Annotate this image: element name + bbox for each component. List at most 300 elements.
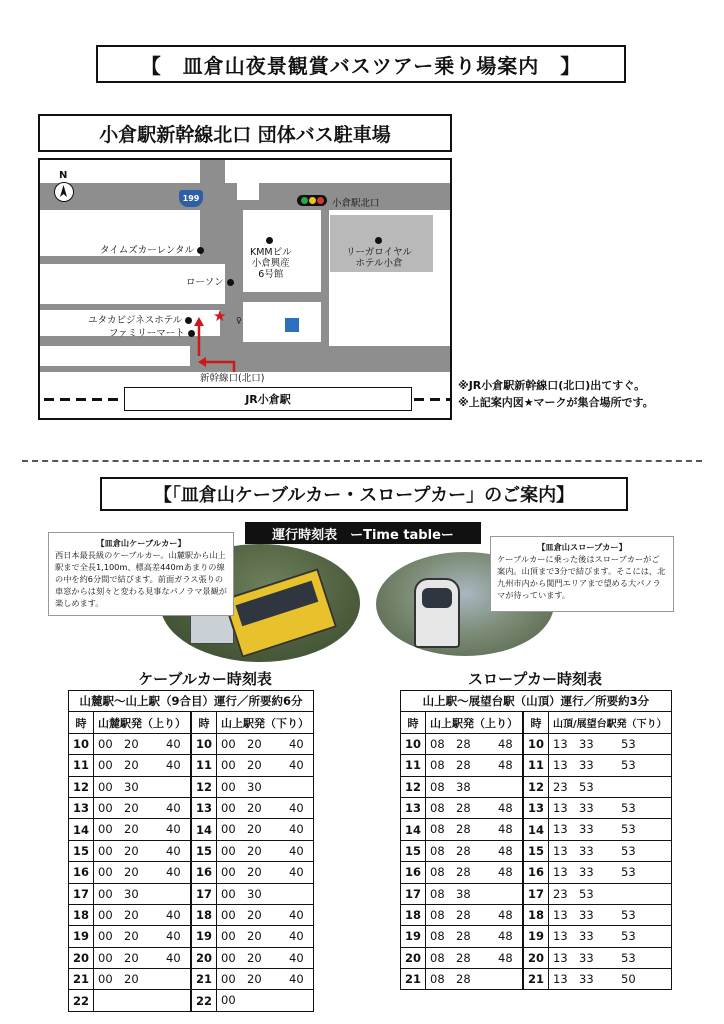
slope-info-text: ケーブルカーに乗った後はスロープカーがご案内。山頂まで3分で結びます。そこには、北九州市内から関門エリアまで望める大パノラマが待っています。 <box>497 554 666 600</box>
minute: 00 <box>98 929 113 944</box>
minute: 20 <box>124 950 139 965</box>
traffic-signal-icon <box>297 195 327 206</box>
minute: 08 <box>430 736 445 751</box>
minute: 08 <box>430 907 445 922</box>
minute: 33 <box>579 736 594 751</box>
minute: 48 <box>498 865 513 880</box>
station-label: JR小倉駅 <box>124 387 412 411</box>
slope-caption: 山上駅～展望台駅（山頂）運行／所要約3分 <box>401 691 672 712</box>
hour-cell: 19 <box>524 926 549 947</box>
hour-cell: 17 <box>524 883 549 904</box>
hour-cell: 11 <box>192 755 217 776</box>
minute: 00 <box>221 929 236 944</box>
minute: 53 <box>621 950 636 965</box>
minute: 20 <box>247 972 262 987</box>
minutes-cell <box>94 883 191 904</box>
minute: 40 <box>166 758 181 773</box>
cable-caption: 山麓駅～山上駅（9合目）運行／所要約6分 <box>69 691 314 712</box>
minute: 00 <box>98 736 113 751</box>
label-shinkansen-exit: 新幹線口(北口) <box>200 373 265 384</box>
minute: 00 <box>98 800 113 815</box>
minute: 40 <box>166 907 181 922</box>
notes <box>458 377 688 411</box>
minute: 20 <box>247 758 262 773</box>
route-shield-icon: 199 <box>179 190 203 207</box>
minute: 20 <box>247 800 262 815</box>
slope-timetable <box>400 690 672 990</box>
minutes-cell <box>426 776 523 797</box>
minutes-cell <box>549 755 672 776</box>
minute: 28 <box>456 972 471 987</box>
minute: 53 <box>621 907 636 922</box>
table-row <box>401 840 672 861</box>
meeting-point-star-icon: ★ <box>213 307 227 325</box>
col-hour: 時 <box>401 712 426 733</box>
landmark-familymart: ファミリーマート <box>109 325 195 339</box>
minute: 00 <box>98 950 113 965</box>
minute: 40 <box>289 865 304 880</box>
minute: 33 <box>579 843 594 858</box>
pin-icon: ♀ <box>236 316 242 325</box>
landmark-rihga: リーガロイヤル ホテル小倉 <box>346 247 412 269</box>
minute: 48 <box>498 822 513 837</box>
minute: 53 <box>621 843 636 858</box>
minutes-cell <box>426 904 523 925</box>
minute: 20 <box>124 800 139 815</box>
table-row <box>401 904 672 925</box>
table-row <box>69 990 314 1011</box>
minute: 33 <box>579 758 594 773</box>
minutes-cell <box>217 797 314 818</box>
hour-cell: 16 <box>69 862 94 883</box>
hour-cell: 17 <box>69 883 94 904</box>
minute: 28 <box>456 736 471 751</box>
hour-cell: 19 <box>69 926 94 947</box>
minute: 00 <box>221 865 236 880</box>
minute: 48 <box>498 950 513 965</box>
table-row <box>69 819 314 840</box>
minute: 00 <box>221 758 236 773</box>
table-row <box>69 733 314 754</box>
table-row <box>69 947 314 968</box>
rail-right <box>414 398 452 401</box>
minutes-cell <box>94 862 191 883</box>
minute: 38 <box>456 779 471 794</box>
col-hour: 時 <box>524 712 549 733</box>
hour-cell: 15 <box>69 840 94 861</box>
minutes-cell <box>217 862 314 883</box>
table-row <box>69 904 314 925</box>
minutes-cell <box>549 904 672 925</box>
minute: 40 <box>289 843 304 858</box>
minute: 20 <box>247 736 262 751</box>
minutes-cell <box>426 969 523 990</box>
minute: 33 <box>579 865 594 880</box>
minute: 53 <box>621 736 636 751</box>
table-row <box>401 883 672 904</box>
page-title: 【 皿倉山夜景観賞バスツアー乗り場案内 】 <box>96 45 626 83</box>
minute: 28 <box>456 843 471 858</box>
table-row <box>69 797 314 818</box>
hour-cell: 10 <box>524 733 549 754</box>
minute: 00 <box>221 972 236 987</box>
minute: 20 <box>124 972 139 987</box>
minutes-cell <box>217 840 314 861</box>
section-title: 【「皿倉山ケーブルカー・スロープカー」のご案内】 <box>100 477 628 511</box>
col-up: 山上駅発（上り） <box>426 712 523 733</box>
minute: 40 <box>289 736 304 751</box>
minute: 53 <box>621 929 636 944</box>
note-2: ※上記案内図★マークが集合場所です。 <box>458 396 654 409</box>
minute: 28 <box>456 907 471 922</box>
minute: 48 <box>498 800 513 815</box>
minutes-cell <box>94 926 191 947</box>
table-row <box>401 862 672 883</box>
hour-cell: 20 <box>401 947 426 968</box>
minutes-cell <box>217 733 314 754</box>
timetable-banner: 運行時刻表 ーTime tableー <box>245 522 481 544</box>
minute: 00 <box>221 843 236 858</box>
hour-cell: 17 <box>401 883 426 904</box>
minutes-cell <box>217 969 314 990</box>
minutes-cell <box>426 797 523 818</box>
minute: 28 <box>456 758 471 773</box>
minutes-cell <box>549 926 672 947</box>
minutes-cell <box>94 947 191 968</box>
minute: 23 <box>553 886 568 901</box>
minute: 08 <box>430 758 445 773</box>
minute: 40 <box>166 822 181 837</box>
minute: 30 <box>124 779 139 794</box>
minute: 08 <box>430 779 445 794</box>
minute: 40 <box>289 907 304 922</box>
minute: 13 <box>553 822 568 837</box>
label-kokura-north: 小倉駅北口 <box>332 198 380 209</box>
minute: 50 <box>621 972 636 987</box>
hour-cell: 13 <box>192 797 217 818</box>
hour-cell: 18 <box>69 904 94 925</box>
table-row <box>401 969 672 990</box>
minute: 28 <box>456 800 471 815</box>
kmm-marker-icon <box>266 237 273 244</box>
minute: 33 <box>579 800 594 815</box>
minute: 20 <box>124 736 139 751</box>
table-row <box>69 755 314 776</box>
minute: 40 <box>289 972 304 987</box>
minute: 00 <box>221 822 236 837</box>
minutes-cell <box>217 990 314 1011</box>
minute: 08 <box>430 950 445 965</box>
rail-left <box>44 398 120 401</box>
minute: 40 <box>289 758 304 773</box>
section-divider <box>22 460 702 462</box>
table-row <box>69 969 314 990</box>
table-row <box>401 947 672 968</box>
minute: 40 <box>166 800 181 815</box>
hour-cell: 12 <box>192 776 217 797</box>
note-1: ※JR小倉駅新幹線口(北口)出てすぐ。 <box>458 379 646 392</box>
hour-cell: 20 <box>69 947 94 968</box>
minutes-cell <box>426 883 523 904</box>
cable-timetable-title: ケーブルカー時刻表 <box>138 670 272 688</box>
minute: 00 <box>98 822 113 837</box>
minute: 00 <box>98 865 113 880</box>
minutes-cell <box>94 755 191 776</box>
minute: 28 <box>456 929 471 944</box>
minute: 40 <box>166 843 181 858</box>
cable-timetable <box>68 690 314 1012</box>
minutes-cell <box>549 883 672 904</box>
hour-cell: 15 <box>401 840 426 861</box>
minutes-cell <box>217 926 314 947</box>
hour-cell: 15 <box>192 840 217 861</box>
minute: 30 <box>247 779 262 794</box>
hour-cell: 12 <box>401 776 426 797</box>
hour-cell: 22 <box>192 990 217 1011</box>
minute: 53 <box>621 865 636 880</box>
minute: 40 <box>166 950 181 965</box>
hour-cell: 14 <box>69 819 94 840</box>
minute: 48 <box>498 758 513 773</box>
minutes-cell <box>94 819 191 840</box>
minutes-cell <box>426 733 523 754</box>
minute: 00 <box>221 886 236 901</box>
minutes-cell <box>426 926 523 947</box>
north-label: N <box>59 170 68 181</box>
col-hour: 時 <box>192 712 217 733</box>
col-down: 山上駅発（下り） <box>217 712 314 733</box>
minute: 40 <box>289 950 304 965</box>
hour-cell: 18 <box>524 904 549 925</box>
minute: 13 <box>553 929 568 944</box>
minute: 00 <box>221 800 236 815</box>
table-row <box>69 926 314 947</box>
table-row <box>401 755 672 776</box>
minutes-cell <box>549 947 672 968</box>
minute: 53 <box>621 822 636 837</box>
slope-timetable-title: スロープカー時刻表 <box>467 670 603 688</box>
minutes-cell <box>549 840 672 861</box>
hour-cell: 16 <box>192 862 217 883</box>
minutes-cell <box>94 840 191 861</box>
minute: 08 <box>430 800 445 815</box>
hour-cell: 10 <box>401 733 426 754</box>
minute: 13 <box>553 800 568 815</box>
minutes-cell <box>549 733 672 754</box>
hour-cell: 14 <box>401 819 426 840</box>
table-row <box>401 733 672 754</box>
minute: 23 <box>553 779 568 794</box>
hour-cell: 22 <box>69 990 94 1011</box>
access-map <box>38 158 452 420</box>
minutes-cell <box>217 883 314 904</box>
minute: 08 <box>430 886 445 901</box>
hour-cell: 10 <box>192 733 217 754</box>
slope-info-title: 【皿倉山スロープカー】 <box>537 542 627 552</box>
hour-cell: 13 <box>69 797 94 818</box>
cable-info-text: 西日本最長級のケーブルカー。山麓駅から山上駅まで全長1,100m、標高差440mあまりの線の中を約6分間で結びます。前面ガラス張りの車窓からは刻々と変わる見事なパノラマ景観が楽しめます。 <box>55 550 227 608</box>
minute: 48 <box>498 929 513 944</box>
minute: 13 <box>553 843 568 858</box>
minute: 00 <box>221 907 236 922</box>
hour-cell: 12 <box>524 776 549 797</box>
minutes-cell <box>217 819 314 840</box>
col-down: 山頂/展望台駅発（下り） <box>549 712 672 733</box>
landmark-times-car: タイムズカーレンタル <box>100 242 204 256</box>
minute: 53 <box>621 800 636 815</box>
minute: 20 <box>124 822 139 837</box>
minute: 13 <box>553 758 568 773</box>
landmark-kmm: KMMビル 小倉興産 6号館 <box>250 247 292 280</box>
minute: 00 <box>98 972 113 987</box>
hour-cell: 19 <box>401 926 426 947</box>
minute: 30 <box>124 886 139 901</box>
minutes-cell <box>217 904 314 925</box>
hour-cell: 14 <box>524 819 549 840</box>
minute: 20 <box>247 950 262 965</box>
minute: 20 <box>247 843 262 858</box>
hour-cell: 12 <box>69 776 94 797</box>
minutes-cell <box>217 776 314 797</box>
hour-cell: 16 <box>524 862 549 883</box>
minute: 38 <box>456 886 471 901</box>
minute: 48 <box>498 907 513 922</box>
minutes-cell <box>94 990 191 1011</box>
table-row <box>401 819 672 840</box>
minute: 00 <box>221 779 236 794</box>
minute: 08 <box>430 822 445 837</box>
hour-cell: 18 <box>401 904 426 925</box>
hour-cell: 11 <box>401 755 426 776</box>
minute: 20 <box>124 907 139 922</box>
minute: 20 <box>124 929 139 944</box>
minute: 20 <box>124 758 139 773</box>
hour-cell: 14 <box>192 819 217 840</box>
hour-cell: 21 <box>524 969 549 990</box>
minute: 40 <box>166 929 181 944</box>
minute: 00 <box>98 907 113 922</box>
minute: 30 <box>247 886 262 901</box>
table-row <box>69 862 314 883</box>
minute: 40 <box>166 736 181 751</box>
hour-cell: 10 <box>69 733 94 754</box>
hour-cell: 13 <box>524 797 549 818</box>
compass-icon <box>54 182 74 202</box>
parking-icon <box>285 318 299 332</box>
minute: 53 <box>579 779 594 794</box>
minute: 33 <box>579 907 594 922</box>
minute: 28 <box>456 865 471 880</box>
hour-cell: 13 <box>401 797 426 818</box>
minute: 13 <box>553 972 568 987</box>
hour-cell: 20 <box>524 947 549 968</box>
table-row <box>401 797 672 818</box>
hour-cell: 21 <box>69 969 94 990</box>
minute: 40 <box>166 865 181 880</box>
minute: 08 <box>430 865 445 880</box>
table-row <box>69 840 314 861</box>
hour-cell: 11 <box>69 755 94 776</box>
minutes-cell <box>94 797 191 818</box>
minute: 40 <box>289 929 304 944</box>
rihga-marker-icon <box>375 237 382 244</box>
minutes-cell <box>217 755 314 776</box>
route-arrow-icon <box>190 307 240 375</box>
minutes-cell <box>426 755 523 776</box>
table-row <box>401 776 672 797</box>
minute: 08 <box>430 929 445 944</box>
minute: 00 <box>98 843 113 858</box>
hour-cell: 21 <box>401 969 426 990</box>
minute: 08 <box>430 972 445 987</box>
landmark-yutaka-hotel: ユタカビジネスホテル <box>88 312 192 326</box>
minute: 13 <box>553 865 568 880</box>
minute: 20 <box>124 843 139 858</box>
minutes-cell <box>549 819 672 840</box>
hour-cell: 19 <box>192 926 217 947</box>
table-row <box>69 776 314 797</box>
minute: 13 <box>553 907 568 922</box>
hour-cell: 18 <box>192 904 217 925</box>
minute: 13 <box>553 950 568 965</box>
cable-info-title: 【皿倉山ケーブルカー】 <box>96 538 186 548</box>
hour-cell: 11 <box>524 755 549 776</box>
minute: 53 <box>621 758 636 773</box>
minutes-cell <box>426 947 523 968</box>
minute: 33 <box>579 822 594 837</box>
minutes-cell <box>549 969 672 990</box>
minute: 00 <box>98 758 113 773</box>
minute: 53 <box>579 886 594 901</box>
col-up: 山麓駅発（上り） <box>94 712 191 733</box>
minute: 00 <box>98 886 113 901</box>
hour-cell: 21 <box>192 969 217 990</box>
cable-info-box <box>48 532 234 616</box>
hour-cell: 16 <box>401 862 426 883</box>
minutes-cell <box>426 819 523 840</box>
minute: 40 <box>289 822 304 837</box>
minute: 48 <box>498 843 513 858</box>
minute: 33 <box>579 972 594 987</box>
minutes-cell <box>217 947 314 968</box>
minute: 28 <box>456 950 471 965</box>
minute: 13 <box>553 736 568 751</box>
meeting-place-title: 小倉駅新幹線北口 団体バス駐車場 <box>38 114 452 152</box>
table-row <box>69 883 314 904</box>
minute: 20 <box>247 865 262 880</box>
hour-cell: 15 <box>524 840 549 861</box>
hour-cell: 20 <box>192 947 217 968</box>
minute: 20 <box>124 865 139 880</box>
col-hour: 時 <box>69 712 94 733</box>
minute: 20 <box>247 822 262 837</box>
minutes-cell <box>549 776 672 797</box>
slope-info-box <box>490 536 674 612</box>
minute: 00 <box>221 736 236 751</box>
minute: 48 <box>498 736 513 751</box>
hour-cell: 17 <box>192 883 217 904</box>
minute: 20 <box>247 929 262 944</box>
minute: 20 <box>247 907 262 922</box>
minutes-cell <box>549 862 672 883</box>
minute: 33 <box>579 929 594 944</box>
table-row <box>401 926 672 947</box>
minutes-cell <box>549 797 672 818</box>
minute: 00 <box>221 950 236 965</box>
minutes-cell <box>94 969 191 990</box>
minutes-cell <box>94 904 191 925</box>
minute: 28 <box>456 822 471 837</box>
